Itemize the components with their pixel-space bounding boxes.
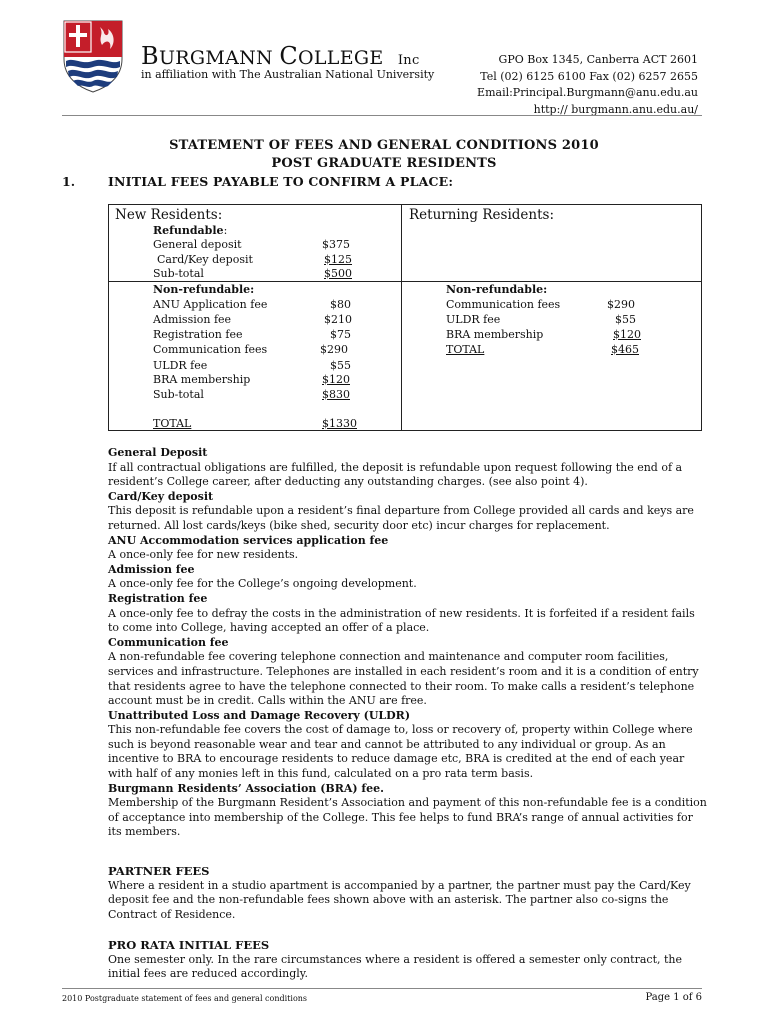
row-nonref-subtotal-amount: $830: [322, 388, 350, 401]
college-name-initial-2: C: [279, 42, 298, 70]
communication-fee-heading: Communication fee: [108, 635, 229, 649]
admission-fee-heading: Admission fee: [108, 562, 195, 576]
anu-fee-paragraph: A once-only fee for new residents.: [108, 548, 299, 562]
nonrefundable-label: Non-refundable:: [153, 283, 255, 296]
uldr-paragraph: This non-refundable fee covers the cost of damage to, loss or recovery of, property within College where such is beyond reasonable wear and tear and cannot be attributed to any individual or group. As an incentive to BRA to encourage residents to reduce damage etc, BRA is credited at the end of each year with half of any monies left in this fund, calculated on a pro rata term basis.: [108, 723, 693, 781]
row-anu-app-fee-label: ANU Application fee: [153, 298, 268, 311]
ret-row-bra-label: BRA membership: [446, 328, 544, 341]
document-subtitle: POST GRADUATE RESIDENTS: [271, 156, 497, 171]
row-communication-fees-amount: $290: [320, 343, 348, 356]
ret-row-total-amount: $465: [611, 343, 639, 356]
college-crest-logo: [62, 19, 124, 93]
registration-fee-paragraph: A once-only fee to defray the costs in the administration of new residents. It is forfeited if a resident fails to come into College, having accepted an offer of a place.: [108, 606, 695, 635]
college-inc: Inc: [397, 53, 420, 68]
row-cardkey-deposit-label: Card/Key deposit: [157, 253, 253, 266]
total-amount: $1330: [322, 417, 357, 430]
college-name-initial-1: B: [141, 42, 159, 70]
website-line[interactable]: http:// burgmann.anu.edu.au/: [533, 102, 698, 116]
row-anu-app-fee-amount: $80: [330, 298, 351, 311]
admission-fee-paragraph: A once-only fee for the College’s ongoing development.: [108, 577, 417, 591]
refundable-label-text: Refundable: [153, 224, 224, 237]
row-refundable-subtotal-label: Sub-total: [153, 267, 204, 280]
bra-fee-paragraph: Membership of the Burgmann Resident’s Association and payment of this non-refundable fee is a condition of acceptance into membership of the College. This fee helps to fund BRA’s range of annual activities for its members.: [108, 796, 707, 839]
row-admission-fee-amount: $210: [324, 313, 352, 326]
ret-row-uldr-amount: $55: [615, 313, 636, 326]
total-label: TOTAL: [153, 417, 192, 430]
row-bra-membership-amount: $120: [322, 373, 350, 386]
address-line: GPO Box 1345, Canberra ACT 2601: [498, 53, 698, 66]
contact-address-block: [477, 52, 698, 118]
new-residents-heading: New Residents:: [115, 207, 223, 223]
row-cardkey-deposit-amount: $125: [324, 253, 352, 266]
pro-rata-section: [108, 938, 708, 982]
footer-page-number: Page 1 of 6: [645, 992, 702, 1003]
row-admission-fee-label: Admission fee: [153, 313, 232, 326]
row-nonref-subtotal-label: Sub-total: [153, 388, 204, 401]
fees-table: [108, 204, 702, 431]
phone-line: Tel (02) 6125 6100 Fax (02) 6257 2655: [480, 69, 698, 83]
college-name-rest-1: URGMANN: [158, 47, 273, 69]
row-general-deposit-amount: $375: [322, 238, 350, 251]
table-column-divider: [401, 205, 402, 430]
affiliation-line: in affiliation with The Australian National University: [141, 68, 435, 81]
row-communication-fees-label: Communication fees: [153, 343, 268, 356]
row-bra-membership-label: BRA membership: [153, 373, 251, 386]
communication-fee-paragraph: A non-refundable fee covering telephone connection and maintenance and computer room facilities, services and infrastructure. Telephones are installed in each resident’s room and it is a condition of entry that residents agree to have the telephone connected to their room. To make calls a resident’s telephone account must be in credit. Calls within the ANU are free.: [108, 650, 699, 708]
returning-residents-heading: Returning Residents:: [409, 207, 554, 223]
ret-row-communication-amount: $290: [607, 298, 635, 311]
section-heading: INITIAL FEES PAYABLE TO CONFIRM A PLACE:: [108, 174, 454, 189]
returning-nonrefundable-label: Non-refundable:: [446, 283, 548, 296]
general-deposit-heading: General Deposit: [108, 446, 208, 459]
row-general-deposit-label: General deposit: [153, 238, 242, 251]
footer-document-name: 2010 Postgraduate statement of fees and general conditions: [62, 994, 308, 1003]
general-deposit-paragraph: If all contractual obligations are fulfilled, the deposit is refundable upon request following the end of a resident’s College career, after deducting any outstanding charges. (see also point 4).: [108, 460, 683, 489]
pro-rata-heading: PRO RATA INITIAL FEES: [108, 938, 270, 952]
row-registration-fee-amount: $75: [330, 328, 351, 341]
ret-row-communication-label: Communication fees: [446, 298, 561, 311]
document-title: STATEMENT OF FEES AND GENERAL CONDITIONS 2010: [169, 138, 599, 153]
registration-fee-heading: Registration fee: [108, 591, 208, 605]
email-line[interactable]: Email:Principal.Burgmann@anu.edu.au: [477, 86, 698, 99]
table-row-divider: [109, 281, 701, 282]
uldr-heading: Unattributed Loss and Damage Recovery (ULDR): [108, 708, 411, 722]
cardkey-heading: Card/Key deposit: [108, 489, 214, 503]
anu-fee-heading: ANU Accommodation services application fee: [108, 533, 389, 547]
partner-fees-section: [108, 864, 708, 922]
header-divider: [62, 115, 702, 116]
bra-fee-heading: Burgmann Residents’ Association (BRA) fee.: [108, 781, 384, 795]
college-name: [141, 42, 420, 70]
footer-divider: [62, 988, 702, 989]
row-refundable-subtotal-amount: $500: [324, 267, 352, 280]
row-uldr-fee-amount: $55: [330, 359, 351, 372]
ret-row-total-label: TOTAL: [446, 343, 485, 356]
row-registration-fee-label: Registration fee: [153, 328, 243, 341]
partner-fees-heading: PARTNER FEES: [108, 864, 210, 878]
refundable-label: [153, 224, 227, 237]
row-uldr-fee-label: ULDR fee: [153, 359, 208, 372]
ret-row-bra-amount: $120: [613, 328, 641, 341]
fee-explanations: [108, 446, 708, 840]
partner-fees-paragraph: Where a resident in a studio apartment is accompanied by a partner, the partner must pay the Card/Key deposit fee and the non-refundable fees shown above with an asterisk. The partner also co-signs the Contract of Residence.: [108, 878, 691, 921]
cardkey-paragraph: This deposit is refundable upon a resident’s final departure from College provided all cards and keys are returned. All lost cards/keys (bike shed, security door etc) incur charges for replacement.: [108, 504, 694, 532]
ret-row-uldr-label: ULDR fee: [446, 313, 501, 326]
section-number: 1.: [62, 174, 76, 189]
pro-rata-paragraph: One semester only. In the rare circumstances where a resident is offered a semester only contract, the initial fees are reduced accordingly.: [108, 952, 682, 981]
refundable-colon: :: [223, 224, 228, 237]
college-name-rest-2: OLLEGE: [297, 47, 384, 69]
